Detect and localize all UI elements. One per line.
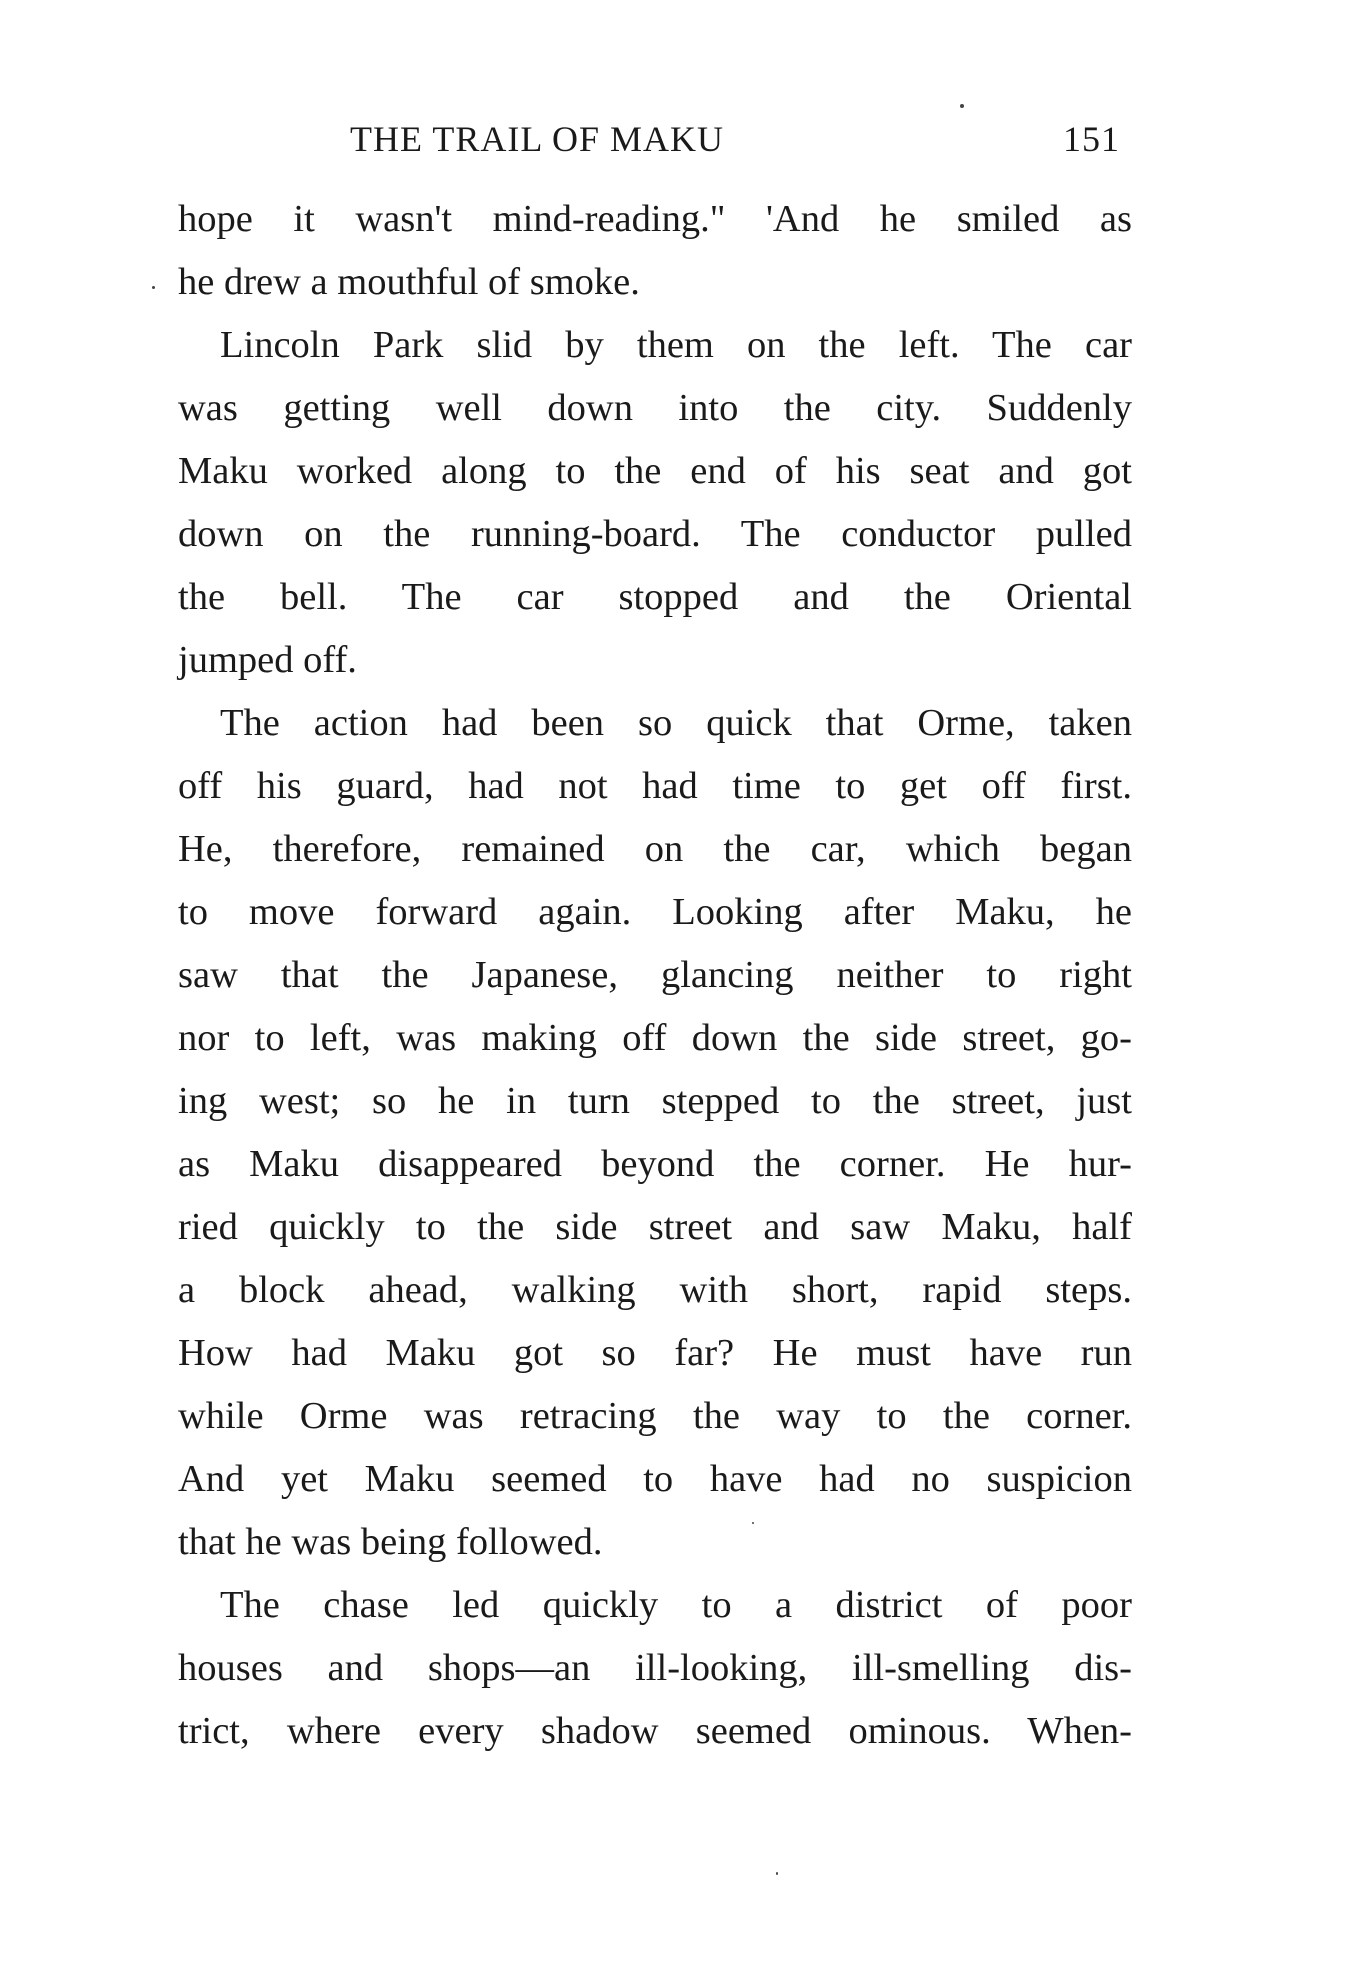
text-line: How had Maku got so far? He must have run [178, 1332, 1132, 1374]
text-line: Lincoln Park slid by them on the left. The car [220, 324, 1132, 366]
page-number: 151 [1063, 119, 1120, 159]
text-line: nor to left, was making off down the side street, go- [178, 1017, 1132, 1059]
paragraph-2 [178, 314, 1132, 692]
text-line: jumped off. [178, 639, 357, 681]
running-head [178, 118, 1140, 168]
body-text [178, 188, 1132, 1763]
text-line: hope it wasn't mind-reading." 'And he smiled as [178, 198, 1132, 240]
running-title: THE TRAIL OF MAKU [350, 119, 724, 159]
text-line: Maku worked along to the end of his seat and got [178, 450, 1132, 492]
text-line: that he was being followed. [178, 1521, 603, 1563]
print-speck [776, 1872, 778, 1875]
paragraph-4 [178, 1574, 1132, 1763]
text-line: The action had been so quick that Orme, taken [220, 702, 1132, 744]
text-line: And yet Maku seemed to have had no suspicion [178, 1458, 1132, 1500]
text-line: ing west; so he in turn stepped to the street, just [178, 1080, 1132, 1122]
text-line: a block ahead, walking with short, rapid steps. [178, 1269, 1132, 1311]
print-speck [960, 104, 964, 108]
print-speck [152, 286, 155, 289]
text-line: down on the running-board. The conductor pulled [178, 513, 1132, 555]
text-line: saw that the Japanese, glancing neither to right [178, 954, 1132, 996]
paragraph-1 [178, 188, 1132, 314]
text-line: while Orme was retracing the way to the corner. [178, 1395, 1132, 1437]
text-line: The chase led quickly to a district of poor [220, 1584, 1132, 1626]
text-line: he drew a mouthful of smoke. [178, 261, 640, 303]
text-line: houses and shops—an ill-looking, ill-smelling dis- [178, 1647, 1132, 1689]
text-line: trict, where every shadow seemed ominous. When- [178, 1710, 1132, 1752]
text-line: as Maku disappeared beyond the corner. He hur- [178, 1143, 1132, 1185]
paragraph-3 [178, 692, 1132, 1574]
text-line: ried quickly to the side street and saw Maku, half [178, 1206, 1132, 1248]
print-speck [752, 1522, 754, 1524]
text-line: to move forward again. Looking after Maku, he [178, 891, 1132, 933]
text-line: off his guard, had not had time to get off first. [178, 765, 1132, 807]
text-line: the bell. The car stopped and the Oriental [178, 576, 1132, 618]
text-line: was getting well down into the city. Suddenly [178, 387, 1132, 429]
text-line: He, therefore, remained on the car, which began [178, 828, 1132, 870]
